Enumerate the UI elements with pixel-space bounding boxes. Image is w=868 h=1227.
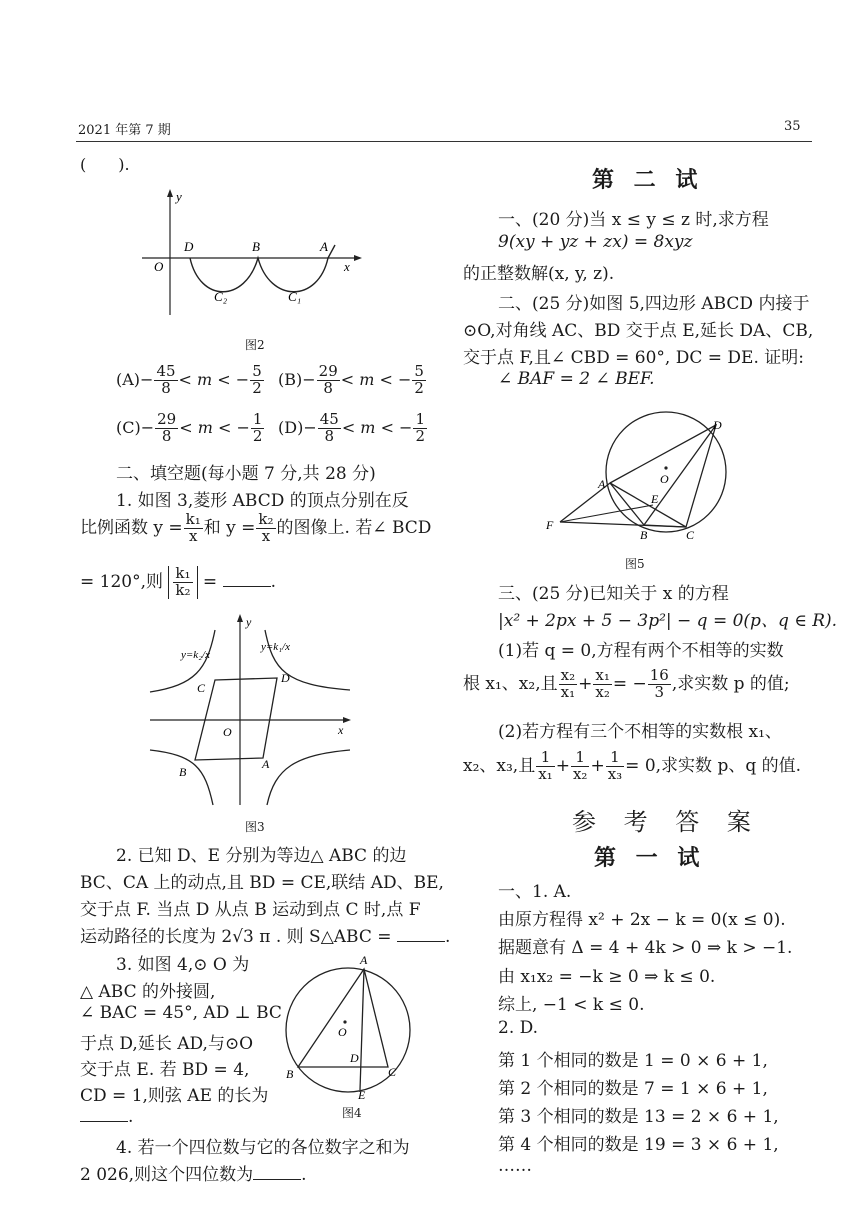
p1-line3: 的正整数解(x, y, z). bbox=[463, 264, 615, 284]
ans-ellipsis: …… bbox=[498, 1156, 532, 1176]
q2-line3: 交于点 F. 当点 D 从点 B 运动到点 C 时,点 F bbox=[80, 900, 421, 920]
p1-line2: 9(xy + yz + zx) = 8xyz bbox=[498, 232, 693, 252]
fig4-O: O bbox=[338, 1025, 347, 1039]
fig5-F: F bbox=[546, 518, 554, 532]
ans-line3: 据题意有 Δ = 4 + 4k > 0 ⇒ k > −1. bbox=[498, 938, 793, 958]
p3-line6: x₂、x₃,且 $\frac{1}{\text{x₁}}$ + $\frac{1}{\text{x₂}}$ + $\frac{1}{\text{x₃}}$ = 0,求实数 p、q 的值. bbox=[463, 748, 802, 783]
fig3-label-right: y=k₁/x bbox=[261, 641, 290, 653]
ans-line8: 第 2 个相同的数是 7 = 1 × 6 + 1, bbox=[498, 1079, 768, 1099]
fig4-A: A bbox=[360, 953, 368, 967]
fig4-B: B bbox=[286, 1067, 294, 1081]
second-trial-title: 第 二 试 bbox=[592, 167, 704, 193]
answers-title: 参 考 答 案 bbox=[572, 808, 761, 836]
q2-line4: 运动路径的长度为 2√3 π . 则 S△ABC = . bbox=[80, 927, 451, 947]
q3-line4: 于点 D,延长 AD,与⊙O bbox=[80, 1034, 254, 1054]
p2-line4: ∠ BAF = 2 ∠ BEF. bbox=[498, 369, 655, 389]
q2-line1: 2. 已知 D、E 分别为等边△ ABC 的边 bbox=[116, 846, 407, 866]
q3-answer-line: . bbox=[80, 1107, 133, 1127]
fig2-caption: 图2 bbox=[245, 338, 265, 352]
page-number: 35 bbox=[784, 119, 801, 134]
q1-answer-blank[interactable] bbox=[223, 586, 271, 587]
fig3-C: C bbox=[197, 681, 206, 695]
fig3-label-left: y=k₂/x bbox=[181, 649, 210, 661]
figure-4 bbox=[280, 950, 420, 1100]
ans-line4: 由 x₁x₂ = −k ≥ 0 ⇒ k ≤ 0. bbox=[498, 967, 716, 987]
p2-line1: 二、(25 分)如图 5,四边形 ABCD 内接于 bbox=[498, 294, 810, 314]
fig5-C: C bbox=[686, 528, 695, 542]
fig2-O: O bbox=[154, 259, 164, 274]
ans-line10: 第 4 个相同的数是 19 = 3 × 6 + 1, bbox=[498, 1135, 779, 1155]
p3-line2: |x² + 2px + 5 − 3p²| − q = 0(p、q ∈ R). bbox=[498, 611, 838, 631]
section2-title: 二、填空题(每小题 7 分,共 28 分) bbox=[116, 464, 376, 484]
fig3-O: O bbox=[223, 725, 232, 739]
p3-line4: 根 x₁、x₂,且 $\frac{\text{x₂}}{\text{x₁}}$ + $\frac{\text{x₁}}{\text{x₂}}$ = − $\frac{16}{3}$ ,求实数 p 的值; bbox=[463, 666, 790, 701]
q1-line1: 1. 如图 3,菱形 ABCD 的顶点分别在反 bbox=[116, 491, 409, 511]
p3-line1: 三、(25 分)已知关于 x 的方程 bbox=[498, 584, 729, 604]
fig5-A: A bbox=[598, 477, 606, 491]
fig2-C1: C₁ bbox=[288, 289, 302, 304]
fig2-x: x bbox=[344, 259, 350, 274]
q2-answer-blank[interactable] bbox=[397, 941, 445, 942]
p2-line3: 交于点 F,且∠ CBD = 60°, DC = DE. 证明: bbox=[463, 348, 804, 368]
answer-paren: ( ). bbox=[80, 155, 130, 174]
q1-line3: = 120°,则 $\frac{\text{k₁}}{\text{k₂}}$ = . bbox=[80, 564, 276, 599]
header-rule bbox=[76, 141, 812, 142]
q1-line2: 比例函数 y = $\frac{\text{k₁}}{x}$ 和 y = $\frac{\text{k₂}}{x}$ 的图像上. 若∠ BCD bbox=[80, 510, 432, 545]
fig2-B: B bbox=[252, 239, 260, 254]
option-c: (C)− $\frac{29}{8}$ < m < − $\frac{1}{2}$ bbox=[116, 410, 263, 445]
ans-line9: 第 3 个相同的数是 13 = 2 × 6 + 1, bbox=[498, 1107, 779, 1127]
q4-line2: 2 026,则这个四位数为 . bbox=[80, 1165, 307, 1185]
fig3-D: D bbox=[281, 671, 290, 685]
p3-line3: (1)若 q = 0,方程有两个不相等的实数 bbox=[498, 641, 784, 661]
q3-line6: CD = 1,则弦 AE 的长为 bbox=[80, 1086, 269, 1106]
fig3-y: y bbox=[246, 615, 252, 629]
ans-line1: 一、1. A. bbox=[498, 882, 572, 902]
fig5-B: B bbox=[640, 528, 648, 542]
fig5-D: D bbox=[713, 418, 722, 432]
p3-line5: (2)若方程有三个不相等的实数根 x₁、 bbox=[498, 722, 782, 742]
fig3-B: B bbox=[179, 765, 187, 779]
ans-line5: 综上, −1 < k ≤ 0. bbox=[498, 995, 645, 1015]
option-d: (D)− $\frac{45}{8}$ < m < − $\frac{1}{2}$ bbox=[278, 410, 426, 445]
q3-line5: 交于点 E. 若 BD = 4, bbox=[80, 1060, 250, 1080]
fig4-E: E bbox=[358, 1088, 366, 1100]
journal-issue: 2021 年第 7 期 bbox=[78, 123, 171, 138]
q4-line1: 4. 若一个四位数与它的各位数字之和为 bbox=[116, 1138, 410, 1158]
fig2-D: D bbox=[184, 239, 194, 254]
fig5-E: E bbox=[651, 492, 659, 506]
ans-line2: 由原方程得 x² + 2x − k = 0(x ≤ 0). bbox=[498, 910, 786, 930]
option-a: (A)− $\frac{45}{8}$ < m < − $\frac{5}{2}$ bbox=[116, 362, 262, 397]
first-trial-title: 第 一 试 bbox=[594, 845, 706, 871]
q3-line1: 3. 如图 4,⊙ O 为 bbox=[116, 955, 250, 975]
fig3-x: x bbox=[338, 723, 344, 737]
figure-2 bbox=[140, 185, 370, 325]
fig4-C: C bbox=[388, 1065, 397, 1079]
ans-line7: 第 1 个相同的数是 1 = 0 × 6 + 1, bbox=[498, 1051, 768, 1071]
q4-answer-blank[interactable] bbox=[253, 1179, 301, 1180]
q3-line2: △ ABC 的外接圆, bbox=[80, 982, 216, 1002]
q3-line3: ∠ BAC = 45°, AD ⊥ BC bbox=[80, 1003, 282, 1023]
option-b: (B)− $\frac{29}{8}$ < m < − $\frac{5}{2}$ bbox=[278, 362, 424, 397]
p1-line1: 一、(20 分)当 x ≤ y ≤ z 时,求方程 bbox=[498, 210, 769, 230]
q2-line2: BC、CA 上的动点,且 BD = CE,联结 AD、BE, bbox=[80, 873, 444, 893]
fig5-O: O bbox=[660, 472, 669, 486]
fig2-A: A bbox=[320, 239, 328, 254]
q3-answer-blank[interactable] bbox=[80, 1121, 128, 1122]
fig2-C2: C₂ bbox=[214, 289, 228, 304]
fig4-D: D bbox=[350, 1051, 359, 1065]
fig3-caption: 图3 bbox=[245, 820, 265, 834]
fig4-caption: 图4 bbox=[342, 1106, 362, 1120]
fig3-A: A bbox=[262, 757, 270, 771]
figure-5 bbox=[540, 405, 740, 545]
p2-line2: ⊙O,对角线 AC、BD 交于点 E,延长 DA、CB, bbox=[463, 321, 814, 341]
fig2-y: y bbox=[176, 189, 182, 204]
ans-line6: 2. D. bbox=[498, 1018, 539, 1038]
fig5-caption: 图5 bbox=[625, 557, 645, 571]
figure-3 bbox=[145, 610, 365, 810]
